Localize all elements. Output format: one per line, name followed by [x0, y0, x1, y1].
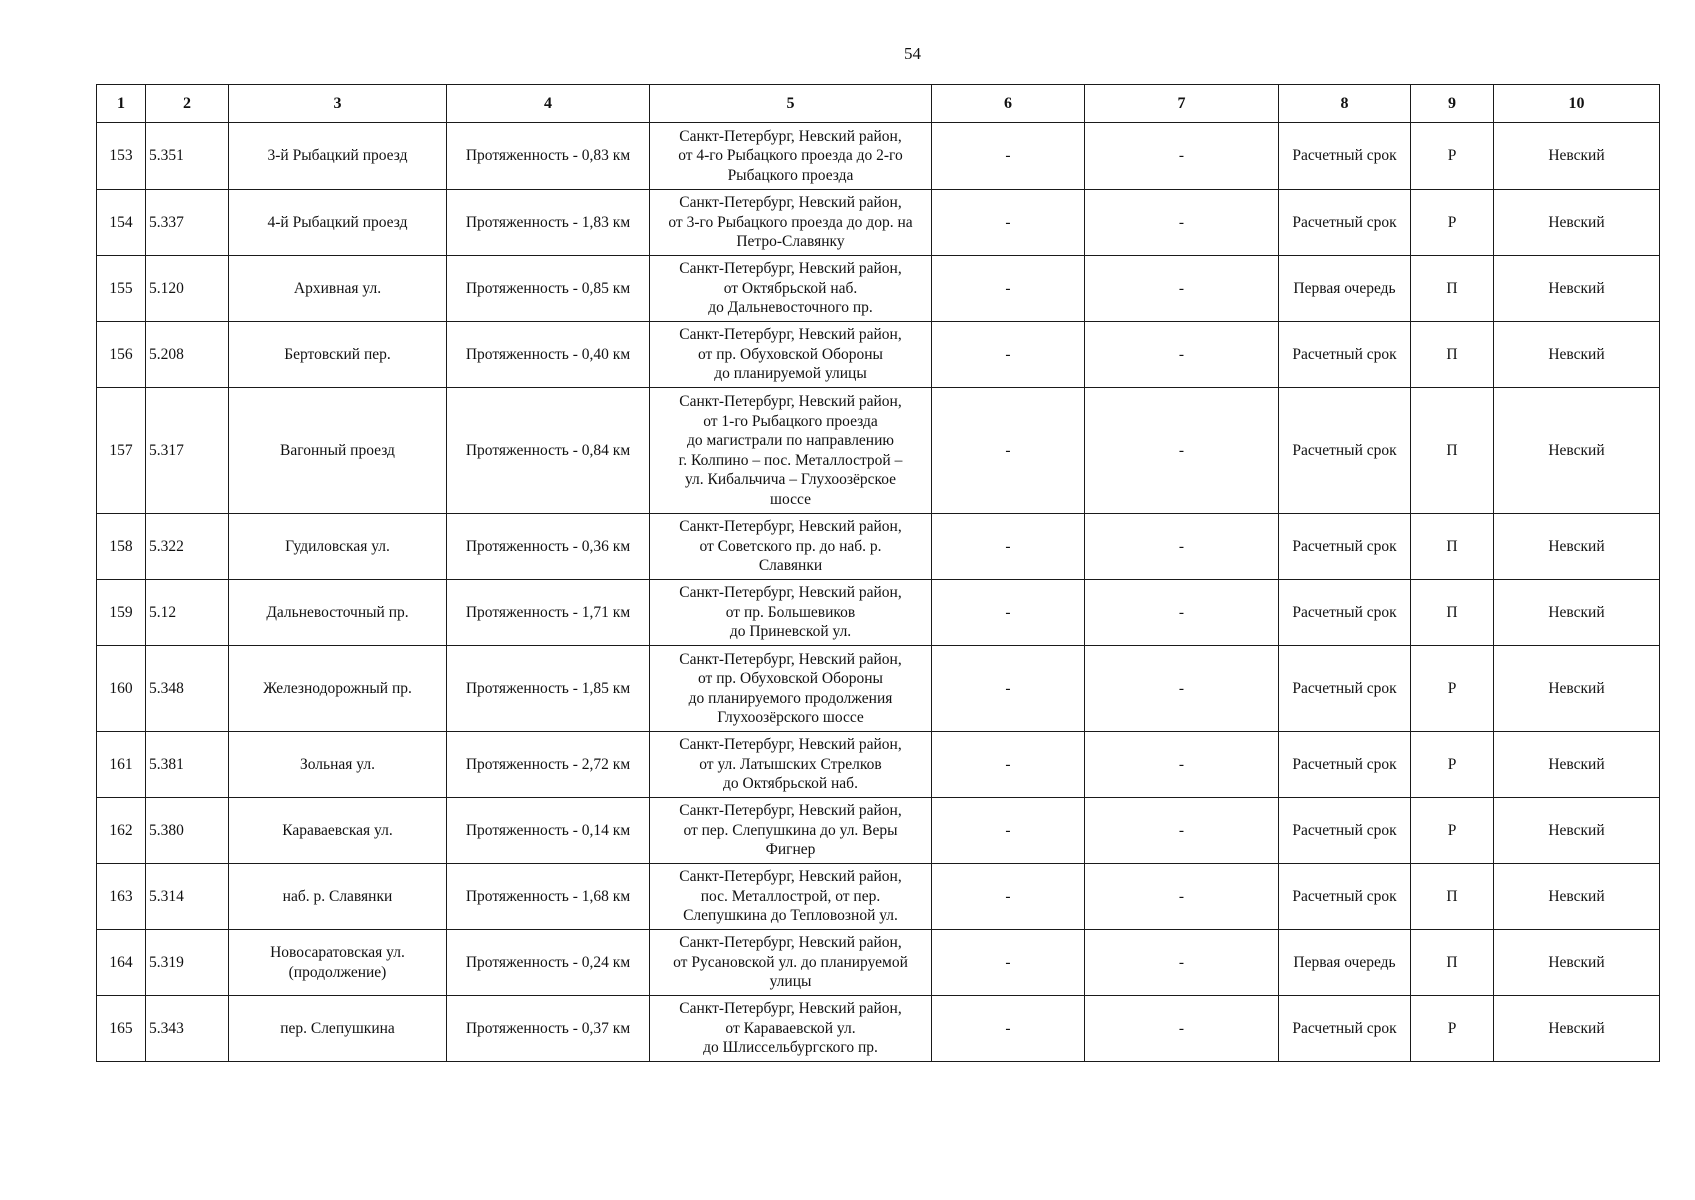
length-cell: Протяженность - 0,85 км	[447, 256, 650, 322]
row-number-cell: 165	[97, 996, 146, 1062]
type-cell: Р	[1411, 996, 1494, 1062]
column-6-cell: -	[932, 798, 1085, 864]
column-7-cell: -	[1085, 256, 1279, 322]
street-name-cell: 3-й Рыбацкий проезд	[229, 123, 447, 190]
column-header: 3	[229, 85, 447, 123]
code-cell: 5.314	[146, 864, 229, 930]
length-cell: Протяженность - 0,84 км	[447, 388, 650, 514]
type-cell: П	[1411, 864, 1494, 930]
location-cell: Санкт-Петербург, Невский район, от пр. Обуховской Обороны до планируемой улицы	[650, 322, 932, 388]
code-cell: 5.337	[146, 190, 229, 256]
length-cell: Протяженность - 0,37 км	[447, 996, 650, 1062]
term-cell: Первая очередь	[1279, 256, 1411, 322]
table-row	[97, 996, 1660, 1062]
column-7-cell: -	[1085, 646, 1279, 732]
district-cell: Невский	[1494, 732, 1660, 798]
district-cell: Невский	[1494, 996, 1660, 1062]
type-cell: П	[1411, 388, 1494, 514]
page-number: 54	[904, 44, 921, 63]
code-cell: 5.120	[146, 256, 229, 322]
street-name-cell: Вагонный проезд	[229, 388, 447, 514]
location-cell: Санкт-Петербург, Невский район, пос. Металлострой, от пер. Слепушкина до Тепловозной ул.	[650, 864, 932, 930]
column-7-cell: -	[1085, 732, 1279, 798]
street-name-cell: 4-й Рыбацкий проезд	[229, 190, 447, 256]
row-number-cell: 155	[97, 256, 146, 322]
type-cell: Р	[1411, 798, 1494, 864]
column-6-cell: -	[932, 388, 1085, 514]
column-6-cell: -	[932, 930, 1085, 996]
type-cell: П	[1411, 256, 1494, 322]
term-cell: Первая очередь	[1279, 930, 1411, 996]
district-cell: Невский	[1494, 580, 1660, 646]
location-cell: Санкт-Петербург, Невский район, от 1-го Рыбацкого проезда до магистрали по направлению г. Колпино – пос. Металлострой – ул. Кибальчича – Глухоозёрское шоссе	[650, 388, 932, 514]
length-cell: Протяженность - 0,83 км	[447, 123, 650, 190]
table-row	[97, 388, 1660, 514]
length-cell: Протяженность - 0,14 км	[447, 798, 650, 864]
length-cell: Протяженность - 0,40 км	[447, 322, 650, 388]
term-cell: Расчетный срок	[1279, 123, 1411, 190]
street-name-cell: Новосаратовская ул. (продолжение)	[229, 930, 447, 996]
term-cell: Расчетный срок	[1279, 732, 1411, 798]
district-cell: Невский	[1494, 798, 1660, 864]
street-name-cell: наб. р. Славянки	[229, 864, 447, 930]
street-name-cell: Бертовский пер.	[229, 322, 447, 388]
row-number-cell: 159	[97, 580, 146, 646]
type-cell: П	[1411, 930, 1494, 996]
location-cell: Санкт-Петербург, Невский район, от Русановской ул. до планируемой улицы	[650, 930, 932, 996]
column-6-cell: -	[932, 256, 1085, 322]
column-6-cell: -	[932, 514, 1085, 580]
column-header: 5	[650, 85, 932, 123]
street-name-cell: Железнодорожный пр.	[229, 646, 447, 732]
district-cell: Невский	[1494, 256, 1660, 322]
column-7-cell: -	[1085, 388, 1279, 514]
column-6-cell: -	[932, 996, 1085, 1062]
code-cell: 5.348	[146, 646, 229, 732]
location-cell: Санкт-Петербург, Невский район, от пер. Слепушкина до ул. Веры Фигнер	[650, 798, 932, 864]
table-row	[97, 123, 1660, 190]
column-header: 8	[1279, 85, 1411, 123]
column-header: 9	[1411, 85, 1494, 123]
column-7-cell: -	[1085, 798, 1279, 864]
header-row	[97, 85, 1660, 123]
location-cell: Санкт-Петербург, Невский район, от ул. Латышских Стрелков до Октябрьской наб.	[650, 732, 932, 798]
column-7-cell: -	[1085, 864, 1279, 930]
type-cell: П	[1411, 514, 1494, 580]
type-cell: Р	[1411, 190, 1494, 256]
term-cell: Расчетный срок	[1279, 864, 1411, 930]
location-cell: Санкт-Петербург, Невский район, от 4-го Рыбацкого проезда до 2-го Рыбацкого проезда	[650, 123, 932, 190]
table-row	[97, 646, 1660, 732]
length-cell: Протяженность - 1,83 км	[447, 190, 650, 256]
row-number-cell: 161	[97, 732, 146, 798]
column-header: 1	[97, 85, 146, 123]
district-cell: Невский	[1494, 123, 1660, 190]
row-number-cell: 157	[97, 388, 146, 514]
table-row	[97, 322, 1660, 388]
location-cell: Санкт-Петербург, Невский район, от пр. Обуховской Обороны до планируемого продолжения Глухоозёрского шоссе	[650, 646, 932, 732]
length-cell: Протяженность - 0,24 км	[447, 930, 650, 996]
table-row	[97, 930, 1660, 996]
table-body	[97, 123, 1660, 1062]
street-name-cell: Дальневосточный пр.	[229, 580, 447, 646]
street-name-cell: пер. Слепушкина	[229, 996, 447, 1062]
street-name-cell: Караваевская ул.	[229, 798, 447, 864]
column-6-cell: -	[932, 580, 1085, 646]
location-cell: Санкт-Петербург, Невский район, от Октябрьской наб. до Дальневосточного пр.	[650, 256, 932, 322]
type-cell: П	[1411, 322, 1494, 388]
column-7-cell: -	[1085, 996, 1279, 1062]
district-cell: Невский	[1494, 514, 1660, 580]
term-cell: Расчетный срок	[1279, 798, 1411, 864]
district-cell: Невский	[1494, 646, 1660, 732]
row-number-cell: 156	[97, 322, 146, 388]
type-cell: Р	[1411, 123, 1494, 190]
location-cell: Санкт-Петербург, Невский район, от 3-го Рыбацкого проезда до дор. на Петро-Славянку	[650, 190, 932, 256]
term-cell: Расчетный срок	[1279, 996, 1411, 1062]
column-7-cell: -	[1085, 123, 1279, 190]
code-cell: 5.319	[146, 930, 229, 996]
table-row	[97, 580, 1660, 646]
code-cell: 5.208	[146, 322, 229, 388]
column-7-cell: -	[1085, 580, 1279, 646]
location-cell: Санкт-Петербург, Невский район, от Советского пр. до наб. р. Славянки	[650, 514, 932, 580]
term-cell: Расчетный срок	[1279, 580, 1411, 646]
table-row	[97, 798, 1660, 864]
length-cell: Протяженность - 1,71 км	[447, 580, 650, 646]
length-cell: Протяженность - 0,36 км	[447, 514, 650, 580]
type-cell: Р	[1411, 646, 1494, 732]
row-number-cell: 162	[97, 798, 146, 864]
column-7-cell: -	[1085, 514, 1279, 580]
column-header: 6	[932, 85, 1085, 123]
row-number-cell: 163	[97, 864, 146, 930]
code-cell: 5.381	[146, 732, 229, 798]
code-cell: 5.322	[146, 514, 229, 580]
location-cell: Санкт-Петербург, Невский район, от пр. Большевиков до Приневской ул.	[650, 580, 932, 646]
column-6-cell: -	[932, 123, 1085, 190]
type-cell: Р	[1411, 732, 1494, 798]
column-7-cell: -	[1085, 190, 1279, 256]
column-6-cell: -	[932, 864, 1085, 930]
district-cell: Невский	[1494, 190, 1660, 256]
district-cell: Невский	[1494, 864, 1660, 930]
column-6-cell: -	[932, 322, 1085, 388]
term-cell: Расчетный срок	[1279, 322, 1411, 388]
length-cell: Протяженность - 1,85 км	[447, 646, 650, 732]
code-cell: 5.343	[146, 996, 229, 1062]
roads-table	[96, 84, 1660, 1062]
row-number-cell: 164	[97, 930, 146, 996]
table-row	[97, 864, 1660, 930]
row-number-cell: 158	[97, 514, 146, 580]
row-number-cell: 160	[97, 646, 146, 732]
column-6-cell: -	[932, 190, 1085, 256]
district-cell: Невский	[1494, 930, 1660, 996]
term-cell: Расчетный срок	[1279, 190, 1411, 256]
row-number-cell: 153	[97, 123, 146, 190]
street-name-cell: Зольная ул.	[229, 732, 447, 798]
district-cell: Невский	[1494, 322, 1660, 388]
term-cell: Расчетный срок	[1279, 388, 1411, 514]
column-7-cell: -	[1085, 930, 1279, 996]
code-cell: 5.12	[146, 580, 229, 646]
table-row	[97, 732, 1660, 798]
code-cell: 5.317	[146, 388, 229, 514]
code-cell: 5.351	[146, 123, 229, 190]
street-name-cell: Гудиловская ул.	[229, 514, 447, 580]
length-cell: Протяженность - 1,68 км	[447, 864, 650, 930]
column-header: 2	[146, 85, 229, 123]
code-cell: 5.380	[146, 798, 229, 864]
column-7-cell: -	[1085, 322, 1279, 388]
column-6-cell: -	[932, 732, 1085, 798]
row-number-cell: 154	[97, 190, 146, 256]
table-row	[97, 514, 1660, 580]
term-cell: Расчетный срок	[1279, 514, 1411, 580]
column-header: 4	[447, 85, 650, 123]
column-header: 7	[1085, 85, 1279, 123]
table-row	[97, 190, 1660, 256]
column-6-cell: -	[932, 646, 1085, 732]
street-name-cell: Архивная ул.	[229, 256, 447, 322]
column-header: 10	[1494, 85, 1660, 123]
district-cell: Невский	[1494, 388, 1660, 514]
type-cell: П	[1411, 580, 1494, 646]
table-row	[97, 256, 1660, 322]
location-cell: Санкт-Петербург, Невский район, от Караваевской ул. до Шлиссельбургского пр.	[650, 996, 932, 1062]
term-cell: Расчетный срок	[1279, 646, 1411, 732]
length-cell: Протяженность - 2,72 км	[447, 732, 650, 798]
